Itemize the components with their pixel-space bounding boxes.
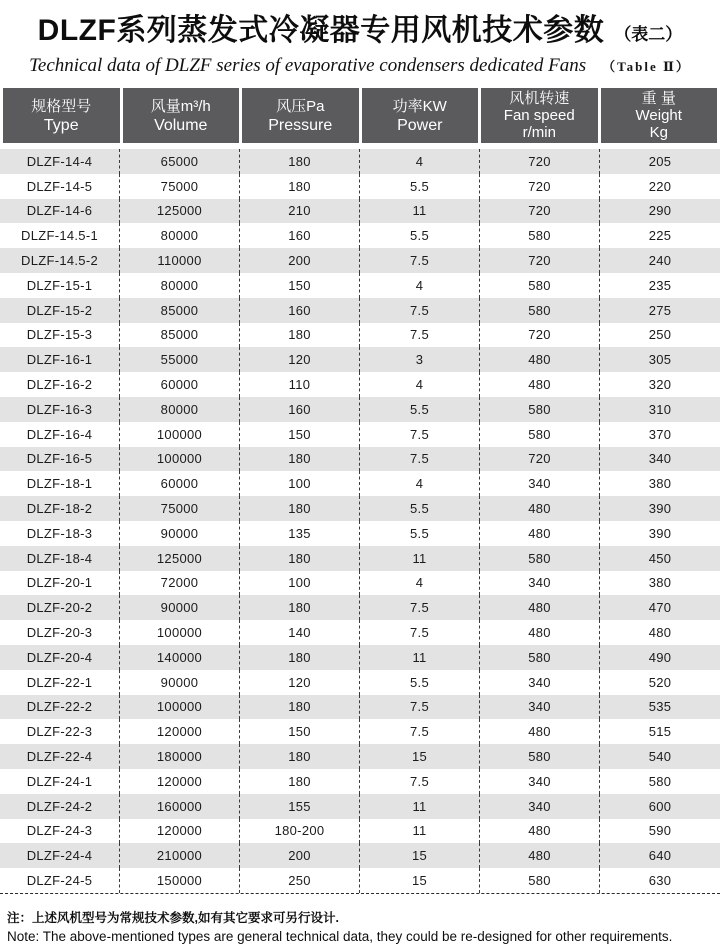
column-header-label-en: Pressure xyxy=(268,116,333,134)
table-cell: 4 xyxy=(360,273,480,298)
table-cell: 480 xyxy=(480,719,600,744)
subtitle-table-tag-english: （Table Ⅱ） xyxy=(602,59,691,74)
table-row xyxy=(0,447,720,472)
table-cell: DLZF-15-2 xyxy=(0,298,120,323)
table-row xyxy=(0,769,720,794)
table-row xyxy=(0,645,720,670)
table-cell: 290 xyxy=(648,203,672,219)
table-cell: 4 xyxy=(360,471,480,496)
table-cell: 450 xyxy=(648,550,672,566)
table-cell: 250 xyxy=(240,868,360,893)
table-cell: 80000 xyxy=(120,223,240,248)
table-cell: 720 xyxy=(480,174,600,199)
table-cell: 180 xyxy=(240,695,360,720)
table-cell: 110 xyxy=(240,372,360,397)
table-row xyxy=(0,620,720,645)
table-row xyxy=(0,546,720,571)
table-row xyxy=(0,174,720,199)
title-chinese: DLZF系列蒸发式冷凝器专用风机技术参数 xyxy=(37,14,605,47)
column-header-label-zh: 风量m³/h xyxy=(150,97,211,115)
table-cell: 180 xyxy=(240,645,360,670)
table-cell: 7.5 xyxy=(360,298,480,323)
column-header-unit: Kg xyxy=(649,124,668,141)
table-cell: DLZF-22-3 xyxy=(0,719,120,744)
table-cell: 180 xyxy=(240,744,360,769)
column-header-label-zh: 规格型号 xyxy=(31,97,92,115)
table-cell: 180 xyxy=(240,496,360,521)
table-cell: 540 xyxy=(648,749,672,765)
table-cell: 580 xyxy=(480,546,600,571)
table-cell: 120000 xyxy=(120,719,240,744)
table-cell: 100 xyxy=(240,571,360,596)
table-cell: 210000 xyxy=(120,843,240,868)
table-cell: 630 xyxy=(648,873,672,888)
table-cell: DLZF-18-1 xyxy=(0,471,120,496)
table-cell: 15 xyxy=(360,744,480,769)
table-cell: 7.5 xyxy=(360,719,480,744)
subtitle-english: Technical data of DLZF series of evaporative condensers dedicated Fans xyxy=(29,55,587,76)
table-cell: 340 xyxy=(480,769,600,794)
footnotes xyxy=(7,910,712,946)
table-cell: DLZF-16-2 xyxy=(0,372,120,397)
table-cell: 100000 xyxy=(120,422,240,447)
table-cell: DLZF-24-4 xyxy=(0,843,120,868)
table-cell: 480 xyxy=(480,372,600,397)
table-row xyxy=(0,695,720,720)
table-cell: DLZF-15-1 xyxy=(0,273,120,298)
table-row xyxy=(0,323,720,348)
table-cell: 65000 xyxy=(120,149,240,174)
column-header-label-zh: 风压Pa xyxy=(276,97,325,115)
column-header-label-en: Weight xyxy=(635,107,682,124)
table-cell: 580 xyxy=(480,397,600,422)
table-cell: 7.5 xyxy=(360,695,480,720)
table-cell: 340 xyxy=(480,695,600,720)
table-cell: DLZF-24-5 xyxy=(0,868,120,893)
column-header-label-zh: 风机转速 xyxy=(509,90,570,107)
table-cell: 520 xyxy=(648,674,672,690)
table-cell: 110000 xyxy=(120,248,240,273)
table-cell: 72000 xyxy=(120,571,240,596)
table-cell: 90000 xyxy=(120,595,240,620)
table-cell: DLZF-24-1 xyxy=(0,769,120,794)
table-cell: 480 xyxy=(480,620,600,645)
table-row xyxy=(0,149,720,174)
table-cell: 90000 xyxy=(120,521,240,546)
table-cell: 5.5 xyxy=(360,174,480,199)
table-cell: 470 xyxy=(648,600,672,616)
table-row xyxy=(0,819,720,844)
table-cell: 180 xyxy=(240,546,360,571)
table-cell: 7.5 xyxy=(360,620,480,645)
table-cell: 135 xyxy=(240,521,360,546)
table-row xyxy=(0,571,720,596)
table-cell: 370 xyxy=(648,426,672,442)
column-header-type xyxy=(3,88,120,143)
table-row xyxy=(0,719,720,744)
column-header-volume xyxy=(123,88,240,143)
table-cell: 275 xyxy=(648,302,672,318)
table-cell: 240 xyxy=(648,253,672,269)
table-cell: 7.5 xyxy=(360,248,480,273)
table-cell: DLZF-24-3 xyxy=(0,819,120,844)
table-cell: DLZF-14-4 xyxy=(0,149,120,174)
table-cell: 200 xyxy=(240,843,360,868)
table-cell: 720 xyxy=(480,248,600,273)
table-cell: 75000 xyxy=(120,496,240,521)
table-cell: DLZF-20-2 xyxy=(0,595,120,620)
table-cell: 580 xyxy=(480,223,600,248)
table-cell: DLZF-14-6 xyxy=(0,199,120,224)
table-cell: 150 xyxy=(240,422,360,447)
column-header-power xyxy=(362,88,479,143)
table-cell: DLZF-20-3 xyxy=(0,620,120,645)
table-cell: 180 xyxy=(240,769,360,794)
table-row xyxy=(0,199,720,224)
table-cell: 140 xyxy=(240,620,360,645)
table-cell: 720 xyxy=(480,447,600,472)
table-cell: 580 xyxy=(480,868,600,893)
table-cell: 60000 xyxy=(120,372,240,397)
table-cell: 205 xyxy=(648,153,672,169)
table-cell: 120000 xyxy=(120,769,240,794)
table-cell: 220 xyxy=(648,178,672,194)
table-cell: 180-200 xyxy=(240,819,360,844)
table-cell: 720 xyxy=(480,149,600,174)
table-cell: 75000 xyxy=(120,174,240,199)
table-cell: 480 xyxy=(480,521,600,546)
table-cell: 320 xyxy=(648,377,672,393)
table-cell: DLZF-16-1 xyxy=(0,347,120,372)
table-row xyxy=(0,521,720,546)
table-cell: 580 xyxy=(480,273,600,298)
table-row xyxy=(0,843,720,868)
table-row xyxy=(0,248,720,273)
table-cell: 535 xyxy=(648,699,672,715)
table-cell: 7.5 xyxy=(360,422,480,447)
table-cell: 120 xyxy=(240,670,360,695)
table-cell: 4 xyxy=(360,149,480,174)
table-cell: 11 xyxy=(360,819,480,844)
column-header-unit: r/min xyxy=(522,124,556,141)
table-cell: 180 xyxy=(240,447,360,472)
column-header-weight xyxy=(601,88,718,143)
table-cell: 5.5 xyxy=(360,670,480,695)
table-cell: DLZF-16-5 xyxy=(0,447,120,472)
table-cell: 60000 xyxy=(120,471,240,496)
table-cell: DLZF-14.5-1 xyxy=(0,223,120,248)
column-header-label-zh: 功率KW xyxy=(392,97,447,115)
table-cell: 305 xyxy=(648,352,672,368)
table-cell: 200 xyxy=(240,248,360,273)
table-cell: 580 xyxy=(480,645,600,670)
column-header-pressure xyxy=(242,88,359,143)
table-cell: 160 xyxy=(240,223,360,248)
table-row xyxy=(0,422,720,447)
table-row xyxy=(0,223,720,248)
column-header-label-en: Fan speed xyxy=(503,107,575,124)
table-cell: 5.5 xyxy=(360,223,480,248)
table-cell: 125000 xyxy=(120,199,240,224)
table-cell: 340 xyxy=(480,794,600,819)
page-title xyxy=(0,0,720,54)
table-cell: 120000 xyxy=(120,819,240,844)
table-cell: 210 xyxy=(240,199,360,224)
table-cell: DLZF-18-4 xyxy=(0,546,120,571)
table-cell: 80000 xyxy=(120,273,240,298)
table-cell: 11 xyxy=(360,794,480,819)
table-cell: 310 xyxy=(648,401,672,417)
table-cell: 100 xyxy=(240,471,360,496)
table-row xyxy=(0,670,720,695)
table-cell: 180 xyxy=(240,323,360,348)
table-cell: 125000 xyxy=(120,546,240,571)
table-cell: DLZF-22-4 xyxy=(0,744,120,769)
column-header-label-en: Power xyxy=(397,116,443,134)
table-cell: 7.5 xyxy=(360,323,480,348)
table-cell: 100000 xyxy=(120,447,240,472)
table-cell: 180 xyxy=(240,149,360,174)
table-row xyxy=(0,273,720,298)
table-row xyxy=(0,595,720,620)
table-cell: 11 xyxy=(360,199,480,224)
table-cell: 580 xyxy=(480,744,600,769)
table-cell: 7.5 xyxy=(360,447,480,472)
table-row xyxy=(0,794,720,819)
table-cell: 150000 xyxy=(120,868,240,893)
table-cell: 120 xyxy=(240,347,360,372)
table-cell: 480 xyxy=(480,595,600,620)
table-cell: 380 xyxy=(648,476,672,492)
table-cell: 480 xyxy=(480,843,600,868)
table-cell: 100000 xyxy=(120,695,240,720)
table-cell: 155 xyxy=(240,794,360,819)
table-cell: 160 xyxy=(240,298,360,323)
table-body xyxy=(0,149,720,894)
table-cell: DLZF-22-1 xyxy=(0,670,120,695)
column-header-label-en: Volume xyxy=(154,116,208,134)
table-cell: 180 xyxy=(240,174,360,199)
table-cell: 150 xyxy=(240,719,360,744)
table-cell: 340 xyxy=(480,571,600,596)
table-cell: 720 xyxy=(480,323,600,348)
table-cell: 7.5 xyxy=(360,769,480,794)
table-cell: 390 xyxy=(648,525,672,541)
column-header-fan-speed xyxy=(481,88,598,143)
table-cell: 140000 xyxy=(120,645,240,670)
table-row xyxy=(0,471,720,496)
table-cell: DLZF-15-3 xyxy=(0,323,120,348)
table-cell: 480 xyxy=(648,625,672,641)
table-row xyxy=(0,347,720,372)
table-cell: 11 xyxy=(360,546,480,571)
table-cell: 100000 xyxy=(120,620,240,645)
table-cell: 160000 xyxy=(120,794,240,819)
table-cell: 250 xyxy=(648,327,672,343)
table-cell: 580 xyxy=(480,422,600,447)
table-cell: 15 xyxy=(360,843,480,868)
page-subtitle xyxy=(0,54,720,79)
table-cell: DLZF-24-2 xyxy=(0,794,120,819)
table-cell: 4 xyxy=(360,372,480,397)
table-cell: 235 xyxy=(648,277,672,293)
table-cell: 340 xyxy=(480,471,600,496)
table-cell: 480 xyxy=(480,819,600,844)
table-cell: 390 xyxy=(648,501,672,517)
table-cell: 600 xyxy=(648,798,672,814)
table-cell: 5.5 xyxy=(360,521,480,546)
table-cell: 580 xyxy=(480,298,600,323)
table-cell: 85000 xyxy=(120,323,240,348)
table-cell: 160 xyxy=(240,397,360,422)
table-cell: 490 xyxy=(648,649,672,665)
table-cell: DLZF-20-1 xyxy=(0,571,120,596)
table-cell: 515 xyxy=(648,724,672,740)
table-cell: 7.5 xyxy=(360,595,480,620)
table-header xyxy=(3,88,717,143)
table-cell: 225 xyxy=(648,228,672,244)
table-row xyxy=(0,397,720,422)
table-cell: DLZF-16-4 xyxy=(0,422,120,447)
table-cell: 150 xyxy=(240,273,360,298)
title-table-tag-chinese: （表二） xyxy=(614,25,683,44)
table-cell: 5.5 xyxy=(360,496,480,521)
table-cell: 380 xyxy=(648,575,672,591)
footnote-english: Note: The above-mentioned types are general technical data, they could be re-designed for other requirements. xyxy=(7,928,673,944)
table-cell: DLZF-16-3 xyxy=(0,397,120,422)
table-cell: 590 xyxy=(648,823,672,839)
table-cell: 580 xyxy=(648,773,672,789)
table-cell: 340 xyxy=(648,451,672,467)
table-cell: 4 xyxy=(360,571,480,596)
table-cell: 55000 xyxy=(120,347,240,372)
table-cell: DLZF-14-5 xyxy=(0,174,120,199)
table-cell: 720 xyxy=(480,199,600,224)
table-cell: DLZF-14.5-2 xyxy=(0,248,120,273)
table-row xyxy=(0,372,720,397)
table-row xyxy=(0,298,720,323)
column-header-label-en: Type xyxy=(43,116,79,134)
table-cell: 80000 xyxy=(120,397,240,422)
table-cell: 15 xyxy=(360,868,480,893)
table-cell: DLZF-22-2 xyxy=(0,695,120,720)
table-row xyxy=(0,744,720,769)
table-cell: DLZF-20-4 xyxy=(0,645,120,670)
table-cell: 180 xyxy=(240,595,360,620)
table-cell: DLZF-18-2 xyxy=(0,496,120,521)
table-cell: 3 xyxy=(360,347,480,372)
table-cell: 5.5 xyxy=(360,397,480,422)
column-header-label-zh: 重 量 xyxy=(641,90,676,107)
table-cell: 340 xyxy=(480,670,600,695)
table-cell: DLZF-18-3 xyxy=(0,521,120,546)
table-row xyxy=(0,496,720,521)
table-cell: 480 xyxy=(480,496,600,521)
table-cell: 11 xyxy=(360,645,480,670)
table-cell: 180000 xyxy=(120,744,240,769)
table-cell: 90000 xyxy=(120,670,240,695)
table-row xyxy=(0,868,720,893)
table-cell: 640 xyxy=(648,848,672,864)
footnote-chinese: 注：上述风机型号为常规技术参数,如有其它要求可另行设计. xyxy=(7,910,339,925)
table-cell: 85000 xyxy=(120,298,240,323)
table-cell: 480 xyxy=(480,347,600,372)
